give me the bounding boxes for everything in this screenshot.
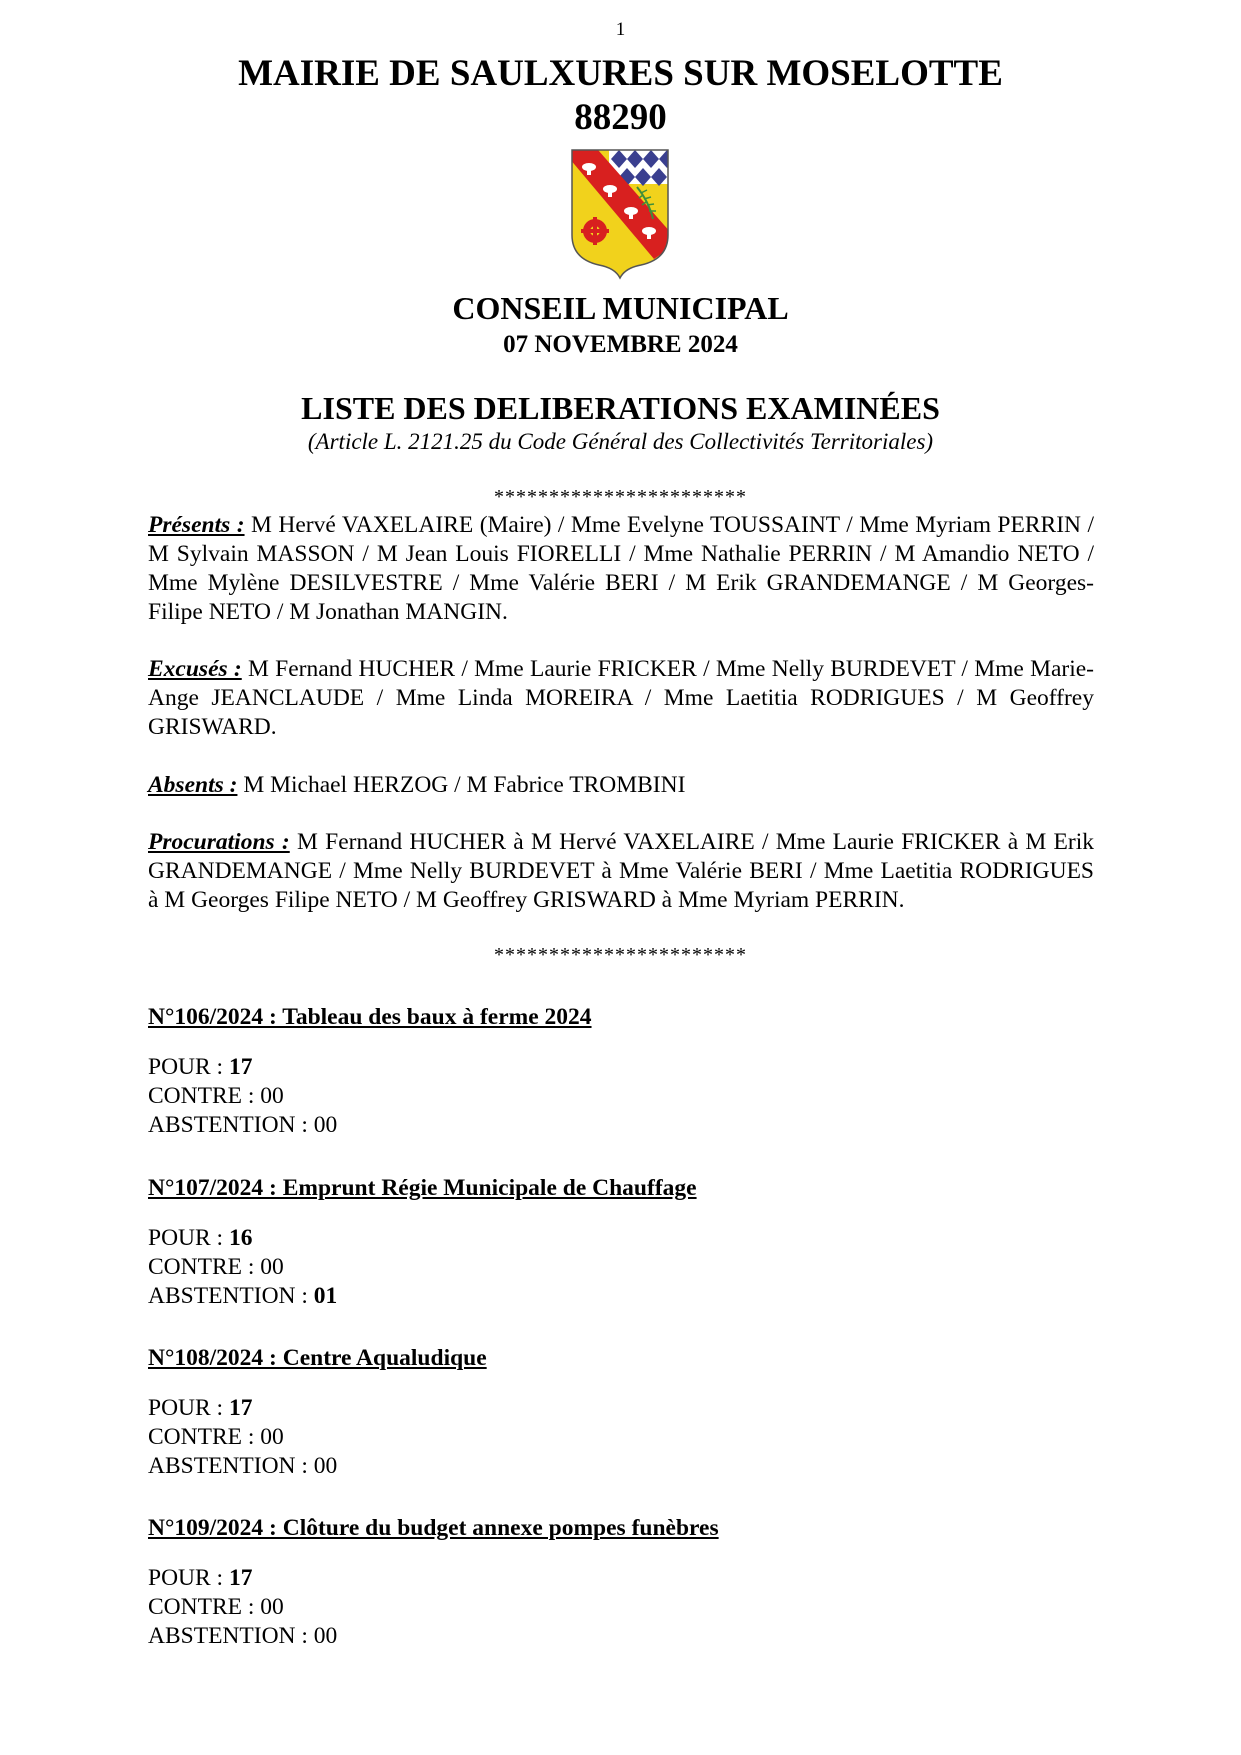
page-number: 1 (615, 19, 626, 40)
deliberation-votes: POUR : 16 CONTRE : 00 ABSTENTION : 01 (148, 1225, 338, 1309)
deliberation-votes: POUR : 17 CONTRE : 00 ABSTENTION : 00 (148, 1395, 338, 1479)
meeting-date: 07 NOVEMBRE 2024 (503, 331, 738, 358)
excuses-paragraph (148, 655, 1094, 742)
deliberation-title: N°108/2024 : Centre Aqualudique (148, 1345, 487, 1371)
vote-contre: 00 (260, 1083, 284, 1109)
absents-paragraph (148, 771, 1094, 800)
excuses-label: Excusés : (148, 656, 242, 682)
deliberation-votes: POUR : 17 CONTRE : 00 ABSTENTION : 00 (148, 1565, 338, 1649)
vote-contre: 00 (260, 1254, 284, 1280)
deliberation-title: N°106/2024 : Tableau des baux à ferme 2024 (148, 1004, 592, 1030)
presents-text: M Hervé VAXELAIRE (Maire) / Mme Evelyne TOUSSAINT / Mme Myriam PERRIN / M Sylvain MASSON / M Jean Louis FIORELLI / Mme Nathalie PERRIN / M Amandio NETO / Mme Mylène DESILVESTRE / Mme Valérie BERI / M Erik GRANDEMANGE / M Georges-Filipe NETO / M Jonathan MANGIN. (148, 512, 1094, 625)
postcode: 88290 (574, 97, 667, 138)
vote-pour: 16 (228, 1225, 253, 1251)
absents-label: Absents : (148, 772, 238, 798)
presents-paragraph (148, 511, 1094, 627)
coat-of-arms-icon (569, 147, 671, 280)
vote-abstention: 00 (313, 1453, 338, 1479)
separator-bottom: *********************** (494, 944, 747, 966)
deliberation-title: N°107/2024 : Emprunt Régie Municipale de Chauffage (148, 1175, 697, 1201)
procurations-paragraph (148, 828, 1094, 915)
deliberation-title: N°109/2024 : Clôture du budget annexe pompes funèbres (148, 1515, 719, 1541)
list-subtitle: (Article L. 2121.25 du Code Général des Collectivités Territoriales) (307, 429, 934, 454)
vote-contre: 00 (260, 1594, 284, 1620)
vote-pour: 17 (228, 1565, 253, 1591)
vote-abstention: 01 (313, 1283, 338, 1309)
vote-abstention: 00 (313, 1623, 338, 1649)
vote-pour: 17 (228, 1395, 253, 1421)
excuses-text: M Fernand HUCHER / Mme Laurie FRICKER / Mme Nelly BURDEVET / Mme Marie-Ange JEANCLAUDE / Mme Linda MOREIRA / Mme Laetitia RODRIGUES / M Geoffrey GRISWARD. (148, 656, 1094, 740)
vote-abstention: 00 (313, 1112, 338, 1138)
absents-text: M Michael HERZOG / M Fabrice TROMBINI (237, 772, 686, 798)
procurations-label: Procurations : (148, 829, 290, 855)
deliberation-votes: POUR : 17 CONTRE : 00 ABSTENTION : 00 (148, 1054, 338, 1138)
vote-contre: 00 (260, 1424, 284, 1450)
presents-label: Présents : (148, 512, 245, 538)
separator-top: *********************** (494, 486, 747, 508)
meeting-title: CONSEIL MUNICIPAL (452, 290, 789, 326)
list-title: LISTE DES DELIBERATIONS EXAMINÉES (301, 390, 940, 426)
mairie-title: MAIRIE DE SAULXURES SUR MOSELOTTE (238, 53, 1003, 94)
procurations-text: M Fernand HUCHER à M Hervé VAXELAIRE / Mme Laurie FRICKER à M Erik GRANDEMANGE / Mme Nelly BURDEVET à Mme Valérie BERI / Mme Laetitia RODRIGUES à M Georges Filipe NETO / M Geoffrey GRISWARD à Mme Myriam PERRIN. (148, 829, 1094, 913)
vote-pour: 17 (228, 1054, 253, 1080)
